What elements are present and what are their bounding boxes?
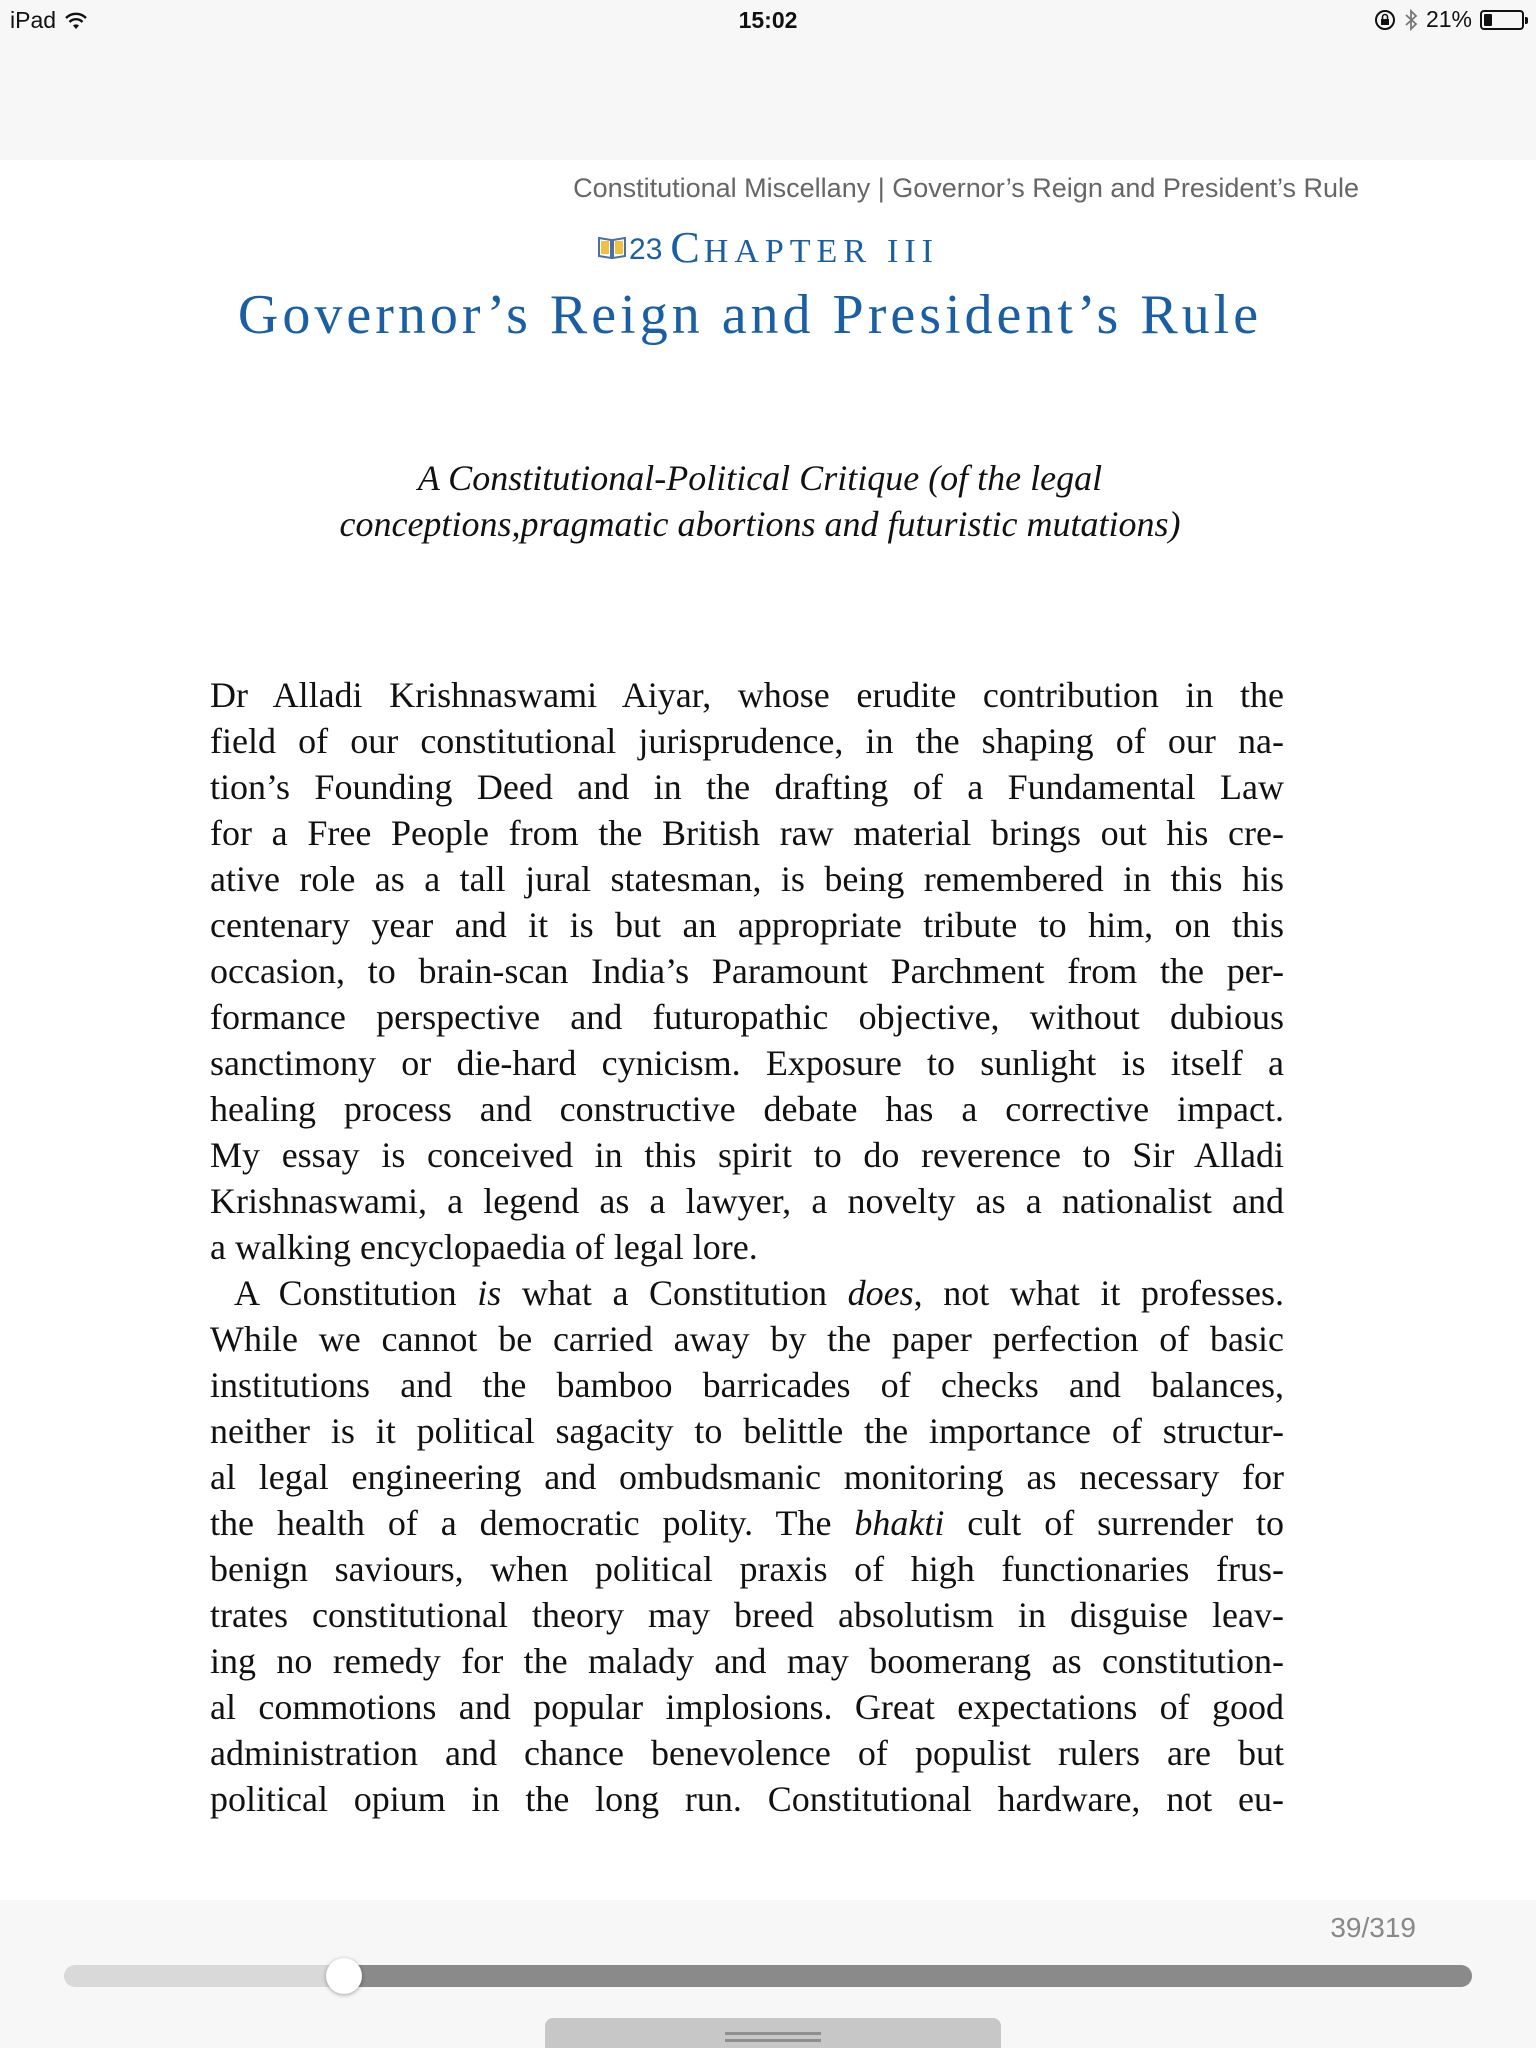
running-header: Constitutional Miscellany | Governor’s Reign and President’s Rule [573, 173, 1359, 203]
text-line: al commotions and popular implosions. Great expectations of good [210, 1687, 1284, 1727]
text-line: Dr Alladi Krishnaswami Aiyar, whose erudite contribution in the [210, 675, 1284, 715]
chapter-label-initial: C [670, 223, 704, 272]
text-run: the health of a democratic polity. The [210, 1503, 855, 1543]
text-line: for a Free People from the British raw material brings out his cre- [210, 813, 1284, 853]
text-line [210, 1500, 1284, 1546]
text-line: While we cannot be carried away by the paper perfection of basic [210, 1319, 1284, 1359]
page-slider-progress [344, 1965, 1472, 1987]
text-run-italic: bhakti [854, 1503, 945, 1543]
text-line: administration and chance benevolence of populist rulers are but [210, 1733, 1284, 1773]
text-run: , not what it professes. [913, 1273, 1284, 1313]
text-line: a walking encyclopaedia of legal lore. [210, 1227, 758, 1267]
status-right [1374, 6, 1524, 33]
text-line: political opium in the long run. Constitutional hardware, not eu- [210, 1779, 1284, 1819]
chapter-subtitle: A Constitutional-Political Critique (of the legal conceptions,pragmatic abortions and futuristic mutations) [339, 458, 1181, 544]
text-line: healing process and constructive debate has a corrective impact. [210, 1089, 1284, 1129]
text-line: al legal engineering and ombudsmanic monitoring as necessary for [210, 1457, 1284, 1497]
orientation-lock-icon [1374, 9, 1396, 31]
text-line: ing no remedy for the malady and may boomerang as constitution- [210, 1641, 1284, 1681]
chapter-numeral: III [887, 233, 939, 270]
chapter-label-rest: HAPTER [703, 233, 872, 270]
text-line: ative role as a tall jural statesman, is being remembered in this his [210, 859, 1284, 899]
battery-fill [1484, 14, 1492, 26]
page-slider-track[interactable] [64, 1965, 1472, 1987]
text-run: what a Constitution [501, 1273, 848, 1313]
text-line: centenary year and it is but an appropriate tribute to him, on this [210, 905, 1284, 945]
reader-toolbar [0, 42, 1536, 160]
text-line: neither is it political sagacity to belittle the importance of structur- [210, 1411, 1284, 1451]
drawer-handle[interactable] [545, 2018, 1001, 2048]
page-slider-thumb[interactable] [326, 1958, 362, 1994]
battery-icon [1480, 10, 1524, 30]
battery-percent: 21% [1425, 6, 1472, 32]
text-run-italic: does [847, 1273, 914, 1313]
text-line: sanctimony or die-hard cynicism. Exposure to sunlight is itself a [210, 1043, 1284, 1083]
status-bar [0, 0, 1536, 42]
text-line: Krishnaswami, a legend as a lawyer, a novelty as a nationalist and [210, 1181, 1284, 1221]
book-page[interactable] [0, 160, 1536, 1900]
text-line: formance perspective and futuropathic objective, without dubious [210, 997, 1284, 1037]
text-run: A Constitution [234, 1273, 478, 1313]
bluetooth-icon [1404, 9, 1418, 31]
text-run-italic: is [477, 1273, 502, 1313]
device-name: iPad [10, 7, 57, 33]
grip-line [725, 2032, 821, 2035]
body-text [210, 672, 1284, 1822]
reader-bottom-bar [0, 1900, 1536, 2048]
status-time: 15:02 [738, 7, 798, 33]
text-line: benign saviours, when political praxis of high functionaries frus- [210, 1549, 1284, 1589]
text-line: field of our constitutional jurisprudence, in the shaping of our na- [210, 721, 1284, 761]
text-run: cult of surrender to [944, 1503, 1284, 1543]
page-counter: 39/319 [1330, 1912, 1416, 1943]
page-marker-number: 23 [629, 233, 663, 266]
text-line: tion’s Founding Deed and in the drafting of a Fundamental Law [210, 767, 1284, 807]
text-line: occasion, to brain-scan India’s Paramount Parchment from the per- [210, 951, 1284, 991]
page-marker-icon [597, 234, 627, 260]
text-line [210, 1270, 1284, 1316]
chapter-label [0, 222, 1536, 273]
text-line: institutions and the bamboo barricades of checks and balances, [210, 1365, 1284, 1405]
text-line: My essay is conceived in this spirit to do reverence to Sir Alladi [210, 1135, 1284, 1175]
chapter-title: Governor’s Reign and President’s Rule [237, 284, 1263, 346]
grip-line [725, 2039, 821, 2042]
text-line: trates constitutional theory may breed absolutism in disguise leav- [210, 1595, 1284, 1635]
